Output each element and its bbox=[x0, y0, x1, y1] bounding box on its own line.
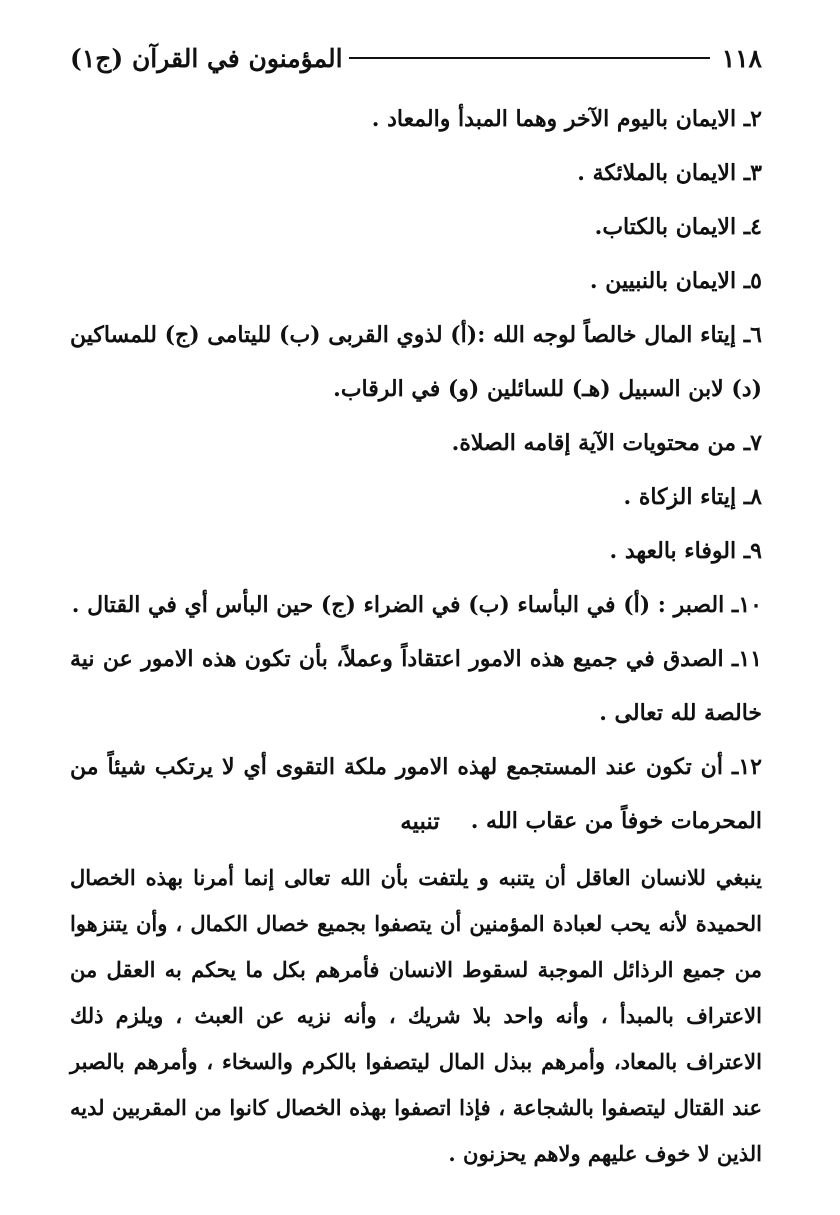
list-item: ٩ـ الوفاء بالعهد . bbox=[609, 538, 762, 564]
running-title: المؤمنون في القرآن (ج١) bbox=[70, 43, 343, 73]
header-rule bbox=[349, 57, 710, 59]
list-item: ١٢ـ أن تكون عند المستجمع لهذه الامور ملكة التقوى أي لا يرتكب شيئاً من المحرمات خوفاً من عقاب الله . bbox=[70, 754, 762, 834]
list-item: ١٠ـ الصبر : (أ) في البأساء (ب) في الضراء (ج) حين البأس أي في القتال . bbox=[71, 592, 762, 618]
body-paragraph: ينبغي للانسان العاقل أن يتنبه و يلتفت بأن الله تعالى إنما أمرنا بهذه الخصال الحميدة لأنه يحب لعبادة المؤمنين أن يتصفوا بجميع خصال الكمال ، وأن يتنزهوا من جميع الرذائل الموجبة لسقوط الانسان فأمرهم بكل ما يحكم به العقل من الاعتراف بالمبدأ ، وأنه واحد بلا شريك ، وأنه نزيه عن العبث ، ويلزم ذلك الاعتراف بالمعاد، وأمرهم ببذل المال ليتصفوا بالكرم والسخاء ، وأمرهم بالصبر عند القتال ليتصفوا بالشجاعة ، فإذا اتصفوا بهذه الخصال كانوا من المقربين لديه الذين لا خوف عليهم ولاهم يحزنون . bbox=[70, 865, 762, 1166]
list-item: ٥ـ الايمان بالنبيين . bbox=[589, 268, 762, 294]
virtues-list bbox=[70, 92, 762, 848]
page-header bbox=[70, 38, 762, 78]
list-item: ٦ـ إيتاء المال خالصاً لوجه الله :(أ) لذوي القربى (ب) لليتامى (ج) للمساكين (د) لابن السبيل (هـ) للسائلين (و) في الرقاب. bbox=[70, 322, 762, 402]
section-heading: تنبيه bbox=[400, 808, 440, 835]
page-number: ١١٨ bbox=[721, 43, 762, 73]
list-item: ٤ـ الايمان بالكتاب. bbox=[594, 214, 762, 240]
list-item: ٣ـ الايمان بالملائكة . bbox=[577, 160, 762, 186]
list-item: ٧ـ من محتويات الآية إقامه الصلاة. bbox=[451, 430, 762, 456]
list-item: ٨ـ إيتاء الزكاة . bbox=[623, 484, 762, 510]
list-item: ١١ـ الصدق في جميع هذه الامور اعتقاداً وعملاً، بأن تكون هذه الامور عن نية خالصة لله تعالى . bbox=[70, 646, 762, 726]
list-item: ٢ـ الايمان باليوم الآخر وهما المبدأ والمعاد . bbox=[371, 106, 762, 132]
